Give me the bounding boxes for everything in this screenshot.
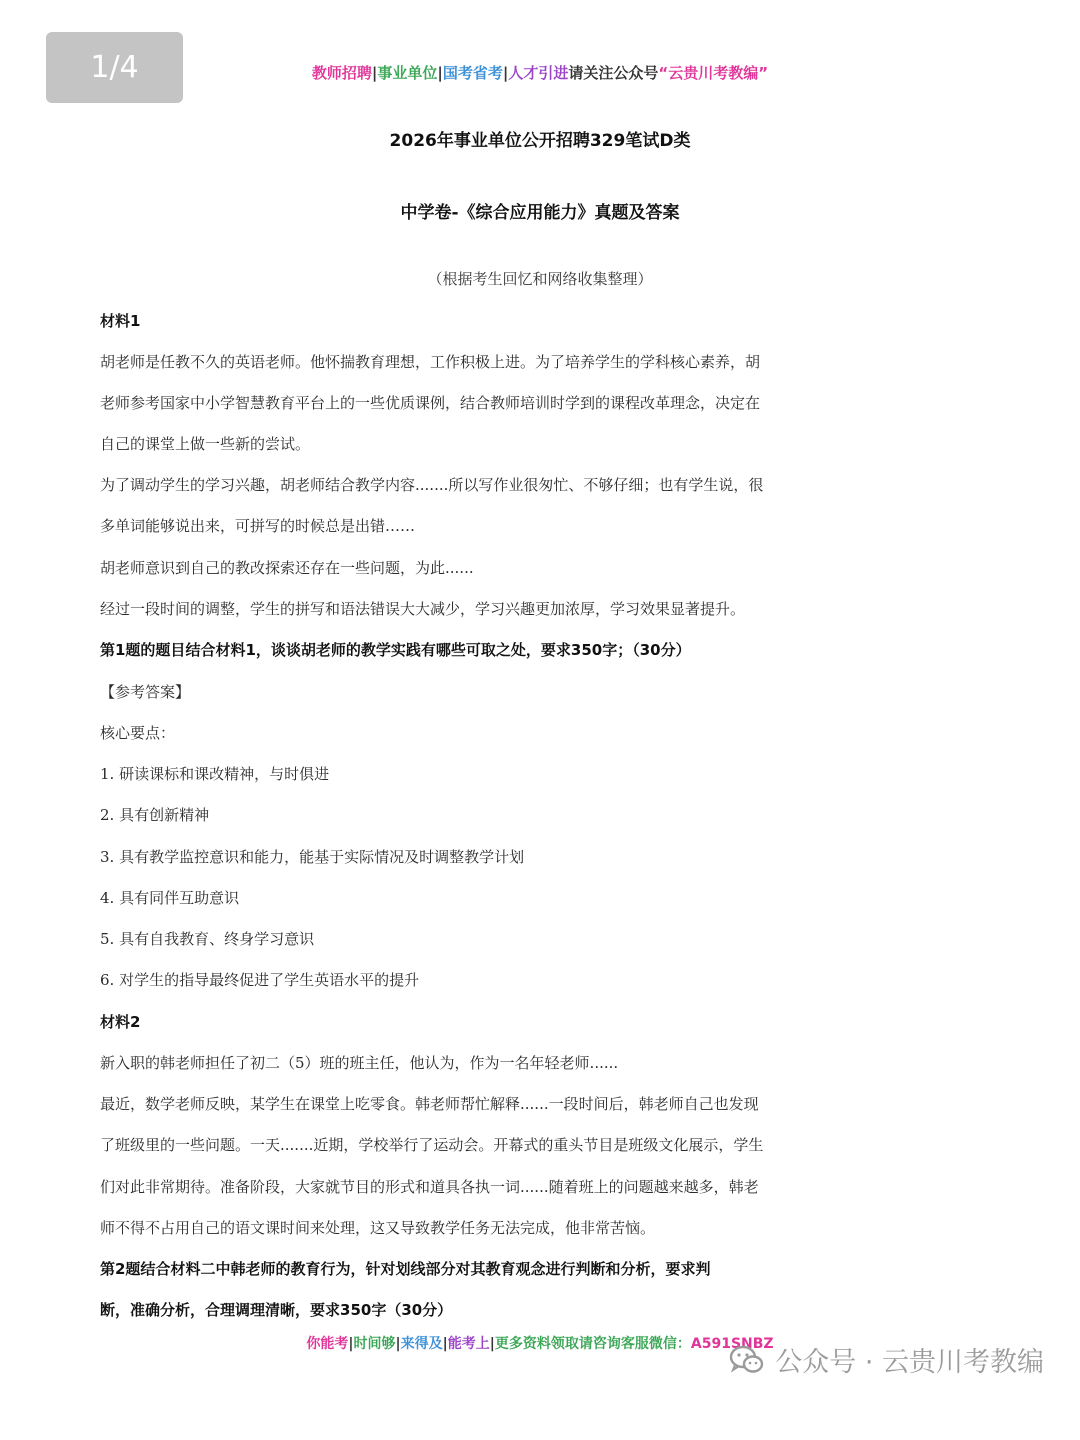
banner-separator: |: [502, 64, 509, 82]
answer-point: 5. 具有自我教育、终身学习意识: [100, 930, 315, 948]
paragraph-line: 多单词能够说出来，可拼写的时候总是出错……: [100, 517, 416, 535]
banner-account-name: “云贵川考教编”: [658, 64, 769, 82]
question-2-continued: 断，准确分析，合理调理清晰，要求350字（30分）: [100, 1301, 453, 1319]
paragraph-line: 最近，数学老师反映，某学生在课堂上吃零食。韩老师帮忙解释......一段时间后，韩老师自己也发现: [100, 1095, 759, 1113]
document-subtitle: 中学卷-《综合应用能力》真题及答案: [400, 203, 680, 223]
paragraph-line: 胡老师是任教不久的英语老师。他怀揣教育理想，工作积极上进。为了培养学生的学科核心素养，胡: [100, 353, 761, 371]
wechat-icon: [729, 1344, 765, 1376]
footer-segment: 你能考: [306, 1336, 349, 1352]
section-heading-material-1: 材料1: [100, 312, 141, 330]
answer-heading: 【参考答案】: [100, 683, 191, 701]
paragraph-line: 们对此非常期待。准备阶段，大家就节目的形式和道具各执一词......随着班上的问题越来越多，韩老: [100, 1178, 759, 1196]
answer-point: 6. 对学生的指导最终促进了学生英语水平的提升: [100, 971, 420, 989]
page-indicator: 1/4: [46, 32, 183, 103]
banner-segment: 人才引进: [508, 64, 569, 82]
source-note: （根据考生回忆和网络收集整理）: [427, 270, 653, 288]
paragraph-line: 师不得不占用自己的语文课时间来处理，这又导致教学任务无法完成，他非常苦恼。: [100, 1219, 656, 1237]
footer-segment: 能考上: [447, 1336, 490, 1352]
footer-segment: 来得及: [400, 1336, 443, 1352]
paragraph-line: 为了调动学生的学习兴趣，胡老师结合教学内容.......所以写作业很匆忙、不够仔细；也有学生说，很: [100, 476, 764, 494]
footer-wechat-id: A591SNBZ: [690, 1336, 774, 1352]
question-1: 第1题的题目结合材料1，谈谈胡老师的教学实践有哪些可取之处，要求350字；（30分）: [100, 641, 691, 659]
answer-point: 2. 具有创新精神: [100, 806, 210, 824]
header-banner: [0, 62, 1080, 83]
paragraph-line: 胡老师意识到自己的教改探索还存在一些问题，为此......: [100, 559, 474, 577]
question-2: 第2题结合材料二中韩老师的教育行为，针对划线部分对其教育观念进行判断和分析，要求判: [100, 1260, 711, 1278]
footer-segment: 时间够: [353, 1336, 396, 1352]
footer-separator: |: [395, 1336, 401, 1352]
banner-segment: 教师招聘: [311, 64, 372, 82]
footer-separator: |: [442, 1336, 448, 1352]
section-heading-material-2: 材料2: [100, 1013, 141, 1031]
paragraph-line: 新入职的韩老师担任了初二（5）班的班主任，他认为，作为一名年轻老师......: [100, 1054, 619, 1072]
paragraph-line: 了班级里的一些问题。一天.......近期，学校举行了运动会。开幕式的重头节目是班级文化展示，学生: [100, 1136, 764, 1154]
answer-point: 4. 具有同伴互助意识: [100, 889, 240, 907]
paragraph-line: 经过一段时间的调整，学生的拼写和语法错误大大减少，学习兴趣更加浓厚，学习效果显著提升。: [100, 600, 746, 618]
banner-separator: |: [371, 64, 378, 82]
footer-segment: 更多资料领取请咨询客服微信：: [494, 1336, 691, 1352]
document-title: 2026年事业单位公开招聘329笔试D类: [389, 131, 691, 151]
answer-point: 3. 具有教学监控意识和能力，能基于实际情况及时调整教学计划: [100, 848, 525, 866]
banner-segment: 请关注公众号: [568, 64, 659, 82]
paragraph-line: 自己的课堂上做一些新的尝试。: [100, 435, 311, 453]
wechat-watermark: [729, 1340, 1044, 1379]
banner-segment: 国考省考: [442, 64, 503, 82]
answer-point: 1. 研读课标和课改精神，与时俱进: [100, 765, 330, 783]
banner-separator: |: [437, 64, 443, 82]
footer-separator: |: [489, 1336, 495, 1352]
paragraph-line: 老师参考国家中小学智慧教育平台上的一些优质课例，结合教师培训时学到的课程改革理念，决定在: [100, 394, 761, 412]
footer-separator: |: [348, 1336, 354, 1352]
watermark-text: 公众号 · 云贵川考教编: [775, 1347, 1044, 1378]
key-points-label: 核心要点：: [100, 724, 176, 742]
banner-segment: 事业单位: [377, 64, 438, 82]
